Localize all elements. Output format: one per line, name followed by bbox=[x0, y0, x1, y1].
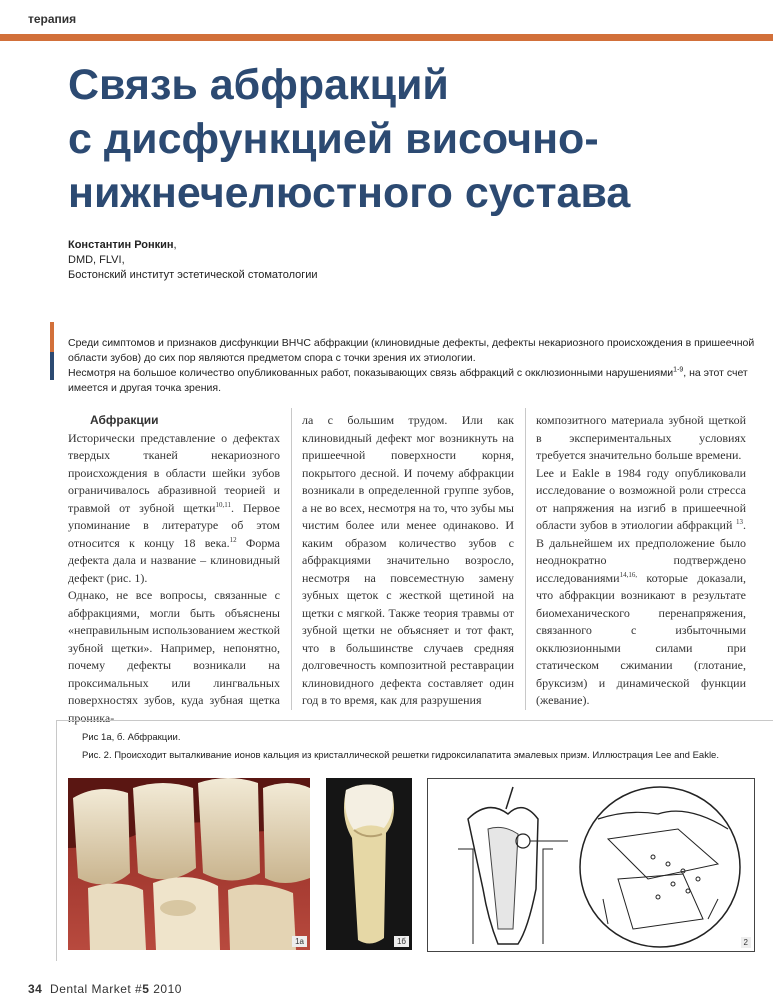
lead-accent-blue bbox=[50, 352, 54, 380]
issue-year: 2010 bbox=[149, 982, 182, 996]
lead-text-1: Среди симптомов и признаков дисфункции ВНЧС абфракции (клиновидные дефекты, дефекты некариозного происхождения в пришеечной области зубов) до сих пор являются предметом спора с точки зрения их этиологии. bbox=[68, 337, 755, 364]
enamel-diagram bbox=[428, 779, 754, 951]
paragraph: Однако, не все вопросы, связанные с абфракциями, могли быть объяснены «неправильным использованием жесткой зубной щетки». Например, непонятно, почему дефекты возникали на проксимальных или лингвальных поверхностях зубов, куда зубная щетка проника- bbox=[68, 588, 280, 725]
column-divider bbox=[525, 408, 526, 710]
author-block: Константин Ронкин, DMD, FLVI, Бостонский институт эстетической стоматологии bbox=[68, 239, 318, 281]
paragraph: ла с большим трудом. Или как клиновидный дефект мог возникнуть на пришеечной поверхности корня, покрытого десной. И почему абфракции возникали в определенной группе зубов, а не во всех, несмотря на то, что зубы мы чистим более или менее одинаково. И каким образом количество зубов с абфракциями значительно возросло, несмотря на повсеместную замену зубных щеток с жесткой щетиной на щетки с мягкой. Также теория травмы от зубной щетки не объясняет и тот факт, что в большинстве случаев средняя долговечность композитной реставрации клиновидного дефекта составляет один год в то время, как для разрушения bbox=[302, 413, 514, 707]
page-footer bbox=[28, 982, 182, 996]
figure-caption-1: Рис 1а, б. Абфракции. bbox=[82, 732, 181, 743]
article-title bbox=[68, 58, 758, 220]
figure-1b-extracted-tooth bbox=[326, 778, 412, 950]
title-line: нижнечелюстного сустава bbox=[68, 169, 631, 217]
paragraph: композитного материала зубной щеткой в экспериментальных условиях требуется значительно больше времени. bbox=[536, 413, 746, 462]
lead-paragraph bbox=[68, 336, 758, 396]
author-degree: DMD, FLVI, bbox=[68, 254, 125, 266]
title-line: Связь абфракций bbox=[68, 61, 449, 109]
figure-label: 1а bbox=[292, 936, 307, 947]
lead-accent-orange bbox=[50, 322, 54, 352]
page-number: 34 bbox=[28, 982, 43, 996]
figure-label: 1б bbox=[394, 936, 409, 947]
column-divider bbox=[291, 408, 292, 710]
section-label: терапия bbox=[28, 12, 77, 26]
header-rule bbox=[0, 34, 773, 41]
figure-caption-2: Рис. 2. Происходит выталкивание ионов кальция из кристаллической решетки гидроксилапатита эмалевых призм. Иллюстрация Lee and Eakle. bbox=[82, 750, 719, 761]
author-affiliation: Бостонский институт эстетической стоматологии bbox=[68, 269, 318, 281]
body-column-1 bbox=[68, 412, 280, 727]
lead-text-2: Несмотря на большое количество опубликованных работ, показывающих связь абфракций с окклюзионными нарушениями$^{1-9}$, на этот счет имеется и другая точка зрения. bbox=[68, 366, 748, 394]
magazine-name: Dental Market # bbox=[50, 982, 143, 996]
paragraph: Исторически представление о дефектах твердых тканей некариозного происхождения в области шейки зубов ограничивалось абразивной теорией и травмой от зубной щетки$^{10,11}$. Первое упоминание в литературе об этом относится к концу 18 века.$^{12}$ Форма дефекта дала и название – клиновидный дефект (рис. 1). bbox=[68, 430, 280, 585]
body-column-3 bbox=[536, 412, 746, 710]
teeth-illustration bbox=[68, 778, 310, 950]
figure-label: 2 bbox=[741, 937, 751, 948]
section-heading: Абфракции bbox=[90, 413, 159, 427]
figure-2-diagram bbox=[427, 778, 755, 952]
figure-1a-teeth-photo bbox=[68, 778, 310, 950]
tooth-illustration bbox=[326, 778, 412, 950]
author-name: Константин Ронкин bbox=[68, 239, 174, 251]
issue-number: 5 bbox=[142, 982, 150, 996]
body-column-2 bbox=[302, 412, 514, 710]
title-line: с дисфункцией височно- bbox=[68, 115, 599, 163]
paragraph: Lee и Eakle в 1984 году опубликовали исследование о возможной роли стресса от напряжения на изгиб в пришеечной области зубов в этиологии абфракций $^{13}$. В дальнейшем их предположение было неоднократно подтверждено исследованиями$^{14,16,}$ которые доказали, что абфракции возникают в результате биомеханического перенапряжения, связанного с избыточными окклюзионными силами при статическом сжимании (глотание, бруксизм) и динамической функции (жевание). bbox=[536, 465, 746, 707]
